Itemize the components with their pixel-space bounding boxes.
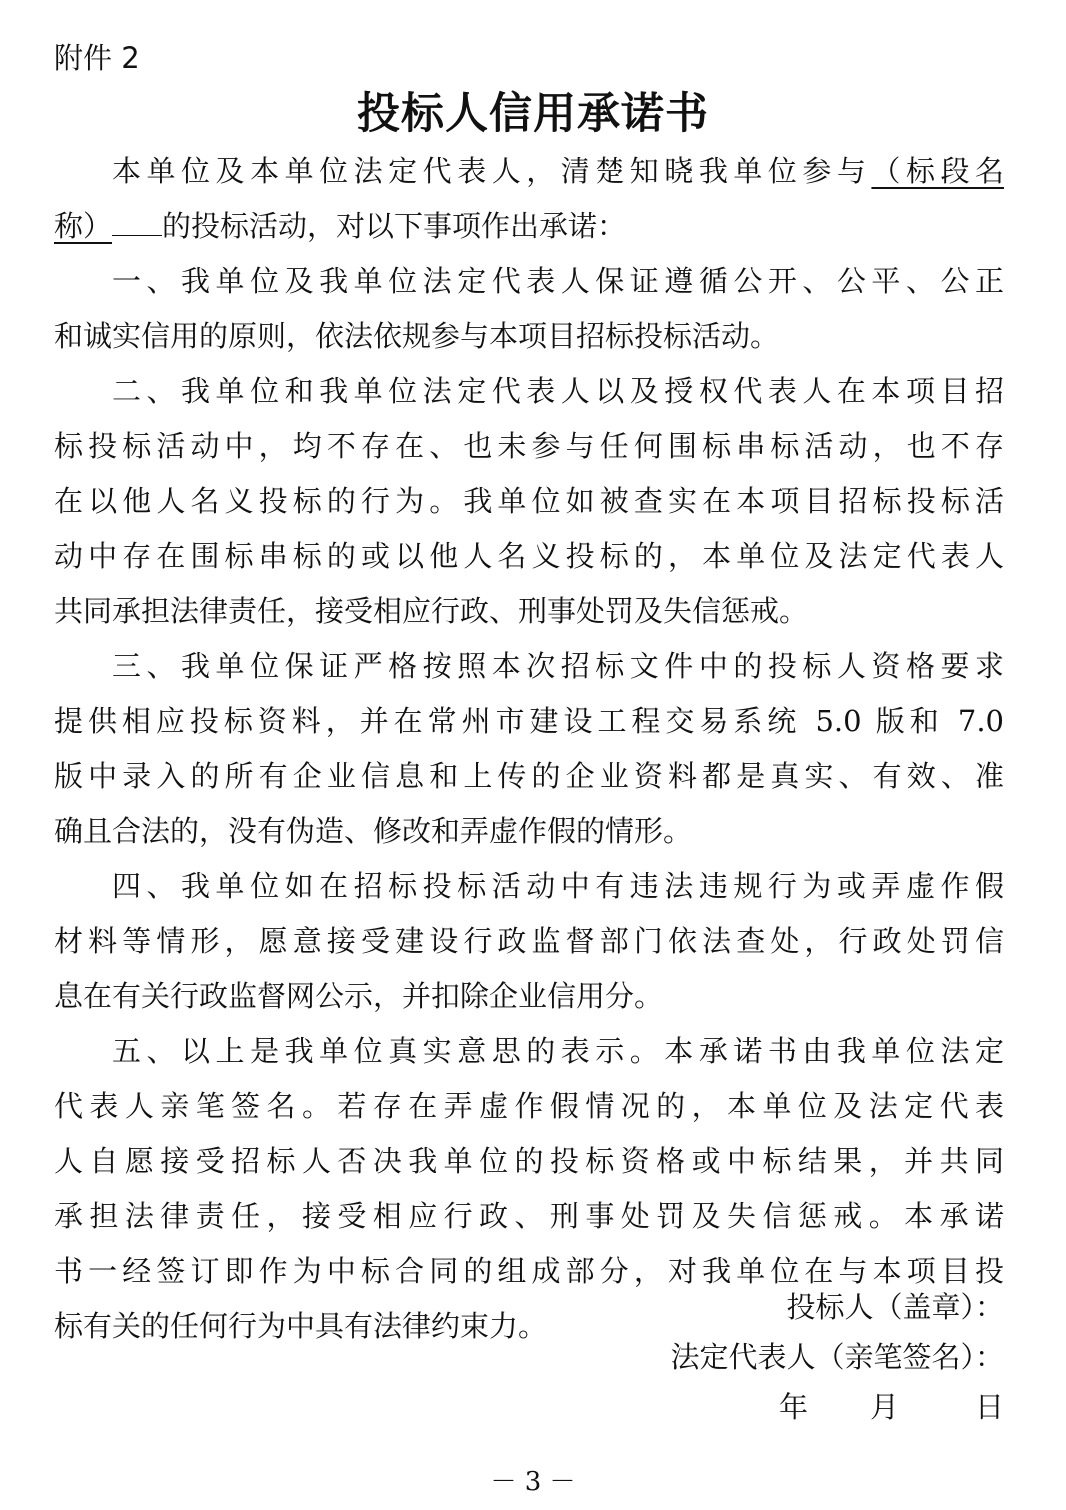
clause-4: [54, 859, 1004, 1024]
clause-line: 二、我单位和我单位法定代表人以及授权代表人在本项目招: [112, 374, 1004, 408]
clause-line: 共同承担法律责任，接受相应行政、刑事处罚及失信惩戒。: [54, 594, 809, 628]
clause-line: 动中存在围标串标的或以他人名义投标的，本单位及法定代表人: [54, 539, 1004, 573]
clause-line: 息在有关行政监督网公示，并扣除企业信用分。: [54, 979, 664, 1013]
clause-line: 承担法律责任，接受相应行政、刑事处罚及失信惩戒。本承诺: [54, 1199, 1004, 1233]
clause-line: 人自愿接受招标人否决我单位的投标资格或中标结果，并共同: [54, 1144, 1004, 1178]
intro-line-2: [54, 199, 1004, 254]
clause-line: 确且合法的，没有伪造、修改和弄虚作假的情形。: [54, 814, 693, 848]
clause-line: 四、我单位如在招标投标活动中有违法违规行为或弄虚作假: [112, 869, 1004, 903]
date-year: 年: [778, 1390, 808, 1424]
clause-3: [54, 639, 1004, 859]
intro-line-1: [54, 144, 1004, 199]
legal-rep-signature-label: 法定代表人（亲笔签名）：: [670, 1340, 1004, 1374]
clause-line: 书一经签订即作为中标合同的组成部分，对我单位在与本项目投: [54, 1254, 1004, 1288]
clause-line: 提供相应投标资料，并在常州市建设工程交易系统 5.0 版和 7.0: [54, 704, 1004, 738]
bidder-seal-label: 投标人（盖章）：: [786, 1290, 1004, 1324]
intro-suffix: 的投标活动，对以下事项作出承诺：: [162, 209, 627, 243]
intro-prefix: 本单位及本单位法定代表人，清楚知晓我单位参与: [112, 154, 872, 188]
date-line: [779, 1380, 1004, 1435]
blank-underline: [112, 234, 162, 236]
section-name-placeholder-part-1: （标段名: [871, 154, 1004, 188]
clause-line: 标投标活动中，均不存在、也未参与任何围标串标活动，也不存: [54, 429, 1004, 463]
clause-line: 代表人亲笔签名。若存在弄虚作假情况的，本单位及法定代表: [54, 1089, 1004, 1123]
clause-line: 在以他人名义投标的行为。我单位如被查实在本项目招标投标活: [54, 484, 1004, 518]
clause-line: 版中录入的所有企业信息和上传的企业资料都是真实、有效、准: [54, 759, 1004, 793]
clause-line: 标有关的任何行为中具有法律约束力。: [54, 1309, 548, 1343]
clause-1: [54, 254, 1004, 364]
document-body: [54, 144, 1004, 1354]
attachment-label: 附件 2: [54, 41, 140, 75]
page-number: － 3 －: [490, 1467, 576, 1497]
clause-line: 一、我单位及我单位法定代表人保证遵循公开、公平、公正: [112, 264, 1004, 298]
document-title: 投标人信用承诺书: [357, 89, 709, 139]
clause-line: 和诚实信用的原则，依法依规参与本项目招标投标活动。: [54, 319, 780, 353]
intro-paragraph: [54, 144, 1004, 254]
clause-2: [54, 364, 1004, 639]
section-name-placeholder-part-2: 称）: [54, 209, 113, 243]
clause-line: 三、我单位保证严格按照本次招标文件中的投标人资格要求: [112, 649, 1004, 683]
clause-line: 五、以上是我单位真实意思的表示。本承诺书由我单位法定: [112, 1034, 1004, 1068]
clause-line: 材料等情形，愿意接受建设行政监督部门依法查处，行政处罚信: [54, 924, 1004, 958]
date-day: 日: [974, 1390, 1004, 1424]
date-month: 月: [869, 1390, 899, 1424]
